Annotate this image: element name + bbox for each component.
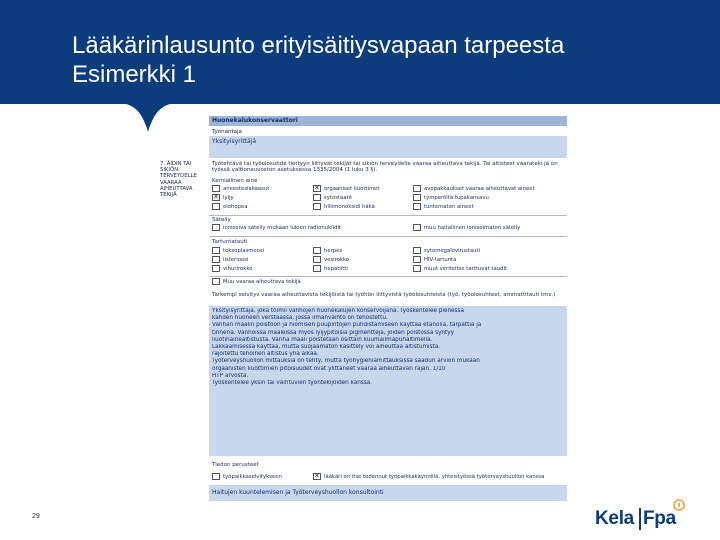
checkbox-workplace-visit[interactable] (313, 473, 321, 480)
description-line: Työskentelee yksin tai vaihtuvien työntekijöiden kanssa. (212, 380, 373, 387)
basis-label: Tiedon perusteet (212, 462, 259, 468)
checkbox-hepatitis[interactable] (313, 265, 321, 272)
checkbox-ionizing-radiation[interactable] (212, 224, 220, 231)
description-line: orgaanisten liuottimien pitoisuudet ovat ylittäneet vaaraa aiheuttavan rajan. 1/10 (212, 365, 446, 372)
option-carbon-monoxide: hiilimonoksidi häkä (324, 204, 375, 210)
description-line: Vanhan maalin poistoon ja hiomisen puupintojen puhdistamiseen käyttää etanolia, tärpättiä ja (212, 322, 482, 329)
checkbox-workplace-survey[interactable] (212, 473, 220, 480)
option-unknown-substances: tuntematon aineet (424, 204, 474, 210)
option-non-ionizing-radiation: muu haitallinen ionisoimaton säteily (424, 225, 521, 231)
checkbox-other-factor[interactable] (212, 278, 220, 285)
option-cytostatics: sytostaatit (324, 195, 353, 201)
description-label: Tarkempi selvitys vaaraa aiheuttavista tekijöistä tai työhön liittyvistä työolosuhteista (työ, työolosuhteet, ammattitauti tms.) (212, 292, 556, 298)
checkbox-toxoplasmosis[interactable] (212, 247, 220, 254)
slide-header (0, 0, 720, 104)
checkbox-cytomegalovirus[interactable] (413, 247, 421, 254)
infection-label: Tartuntatauti (212, 239, 248, 245)
description-line: Työterveyshuollon mittauksia on tehty, mutta työhygieniamittauksissa saadun arvion mukaan (212, 358, 480, 365)
option-tobacco-smoke: tymperöitä tupakansavu (424, 195, 489, 201)
chemical-label: Kemiallinen aine (212, 178, 258, 184)
checkbox-chickenpox[interactable] (313, 256, 321, 263)
checkbox-mercury[interactable] (212, 203, 220, 210)
checkbox-carbon-monoxide[interactable] (313, 203, 321, 210)
option-herpes: herpes (324, 248, 343, 254)
description-line: kahden huoneen verstaassa, jossa ilmanvaihto on tehostettu. (212, 315, 388, 322)
checkbox-rubella[interactable] (212, 265, 220, 272)
option-chickenpox: vesirokko (324, 257, 350, 263)
checkbox-bloodborne[interactable] (413, 265, 421, 272)
option-organic-solvents: orgaaniset liuottimet (324, 186, 380, 192)
description-line: rajoitettu tehoinen altistus yhä aikaa. (212, 351, 319, 358)
option-workplace-survey: työpaikkaselvitykseen (223, 474, 282, 480)
slide-title-line1: Lääkärinlausunto erityisäitiysvapaan tarpeesta (72, 32, 565, 59)
option-mercury: elohopea (223, 204, 248, 210)
radiation-label: Säteily (212, 217, 231, 223)
page-number: 29 (32, 513, 40, 520)
description-line: liuotinainealtistusta. Vanha maali poistetaan osittain kuumailmapuhaltimella. (212, 336, 433, 343)
checkbox-listeriosis[interactable] (212, 256, 220, 263)
divider (209, 276, 567, 277)
option-anesthetic-gases: aneestesiakaasut (223, 186, 270, 192)
description-line: Lakkaamisessa käyttää, mutta suojaamaton käsittely voi aiheuttaa altistumista. (212, 344, 441, 351)
option-other-factor: Muu vaaraa aiheuttava tekijä (223, 279, 301, 285)
checkbox-hazardous-substances[interactable] (413, 185, 421, 192)
slide-title-line2: Esimerkki 1 (72, 61, 197, 88)
employer-field (209, 136, 567, 158)
option-cytomegalovirus: sytomegalovirustauti (424, 248, 481, 254)
checkbox-organic-solvents[interactable] (313, 185, 321, 192)
checkbox-non-ionizing-radiation[interactable] (413, 224, 421, 231)
divider (209, 236, 567, 237)
form-side-label: 7. ÄIDIN TAI SIKIÖN TERVEYDELLE VAARAA AIHEUTTAVA TEKIJÄ (160, 161, 197, 199)
employer-label: Työnantaja (212, 129, 242, 135)
checkbox-herpes[interactable] (313, 247, 321, 254)
option-listeriosis: listerioosi (223, 257, 249, 263)
option-hiv: HIV-tartunta (424, 257, 457, 263)
footer-field-text: Haitujen kuuntelemisen ja Työterveyshuollon konsultointi (212, 489, 384, 496)
option-hazardous-substances: avopakkaukset vaaraa aiheuttavat aineet (424, 186, 535, 192)
logo-fpa-text: Fpa (643, 508, 676, 529)
checkbox-unknown-substances[interactable] (413, 203, 421, 210)
logo-kela-text: Kela (595, 508, 634, 529)
slide-title (72, 31, 564, 89)
header-notch-shape (118, 103, 178, 133)
option-workplace-visit: lääkäri on itse todennut työpaikkakäynnillä, yhteistyössä työterveyshuollon kanssa (324, 474, 545, 480)
option-lead: lyijy (223, 195, 234, 201)
option-ionizing-radiation: ionisoiva säteily mukaan lukien radionuklidit (223, 225, 342, 231)
logo-flame-icon (673, 499, 685, 511)
option-toxoplasmosis: toksoplasmoosi (223, 248, 265, 254)
section-header: Huonekalukonservaattori (212, 117, 298, 124)
checkbox-hiv[interactable] (413, 256, 421, 263)
option-hepatitis: hepatiitti (324, 266, 348, 272)
checkbox-lead[interactable] (212, 194, 220, 201)
description-line: tinneriä. Vanhoissa maaleissa myös lyijypitoisia pigmenttejä, joiden poistossa syntyy (212, 329, 455, 336)
option-bloodborne: muut veriteitse tarttuvat taudit (424, 266, 508, 272)
employer-value: Yksityisyrittäjä (212, 138, 257, 145)
divider (209, 215, 567, 216)
instruction-text: Työtehtävä tai työolosuhde tiettyyn liittyvät tekijät tai sikiön terveydelle vaaraa aiheuttava tekijä. Tai altisteet vaarateki jä on työssä valtioneuvoston asetuksessa 1335/2004 (1 luku 3 §). (212, 161, 558, 174)
description-text (212, 308, 568, 387)
checkbox-cytostatics[interactable] (313, 194, 321, 201)
description-line: Yksityisyrittäjä, joka toimii vanhojen huonekalujen konservoijana. Työskentelee pienessä (212, 308, 464, 314)
description-line: HTP arvosta. (212, 372, 249, 379)
logo-separator (639, 508, 641, 530)
medical-statement-form (209, 116, 567, 503)
option-rubella: vihurirokko (223, 266, 253, 272)
checkbox-anesthetic-gases[interactable] (212, 185, 220, 192)
checkbox-tobacco-smoke[interactable] (413, 194, 421, 201)
